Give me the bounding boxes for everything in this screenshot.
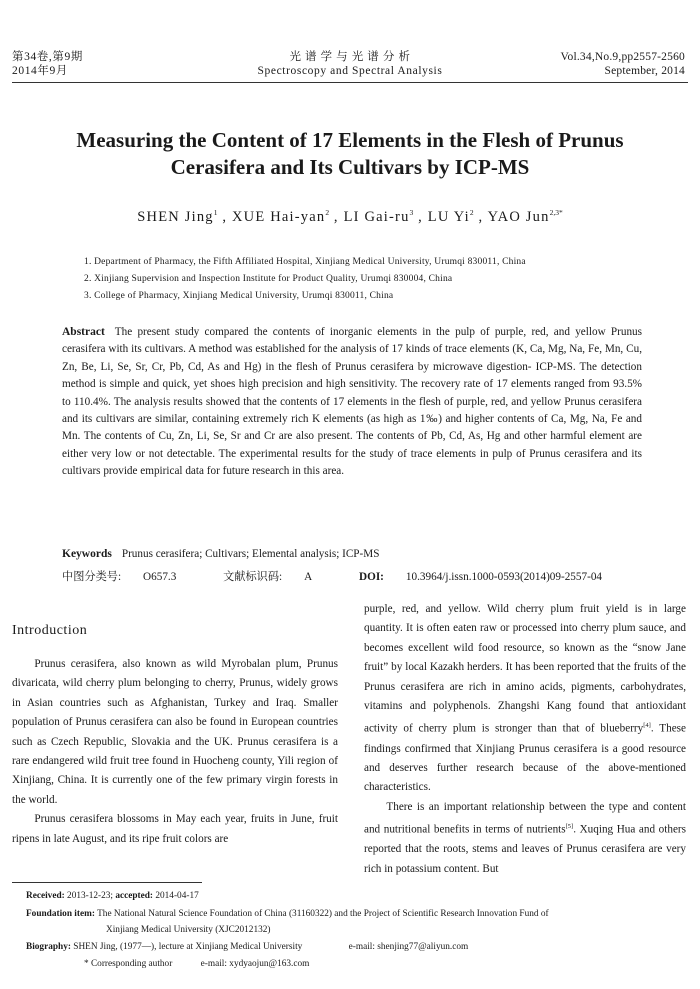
- footnote-corresponding: [84, 957, 700, 973]
- received-date: 2013-12-23;: [67, 891, 114, 901]
- author-affil-mark: 2: [469, 208, 474, 217]
- affiliation: 2. Xinjiang Supervision and Inspection Institute for Product Quality, Urumqi 830004, China: [84, 274, 453, 284]
- footnote-dates: [26, 889, 700, 905]
- biography-label: Biography:: [26, 942, 71, 952]
- keywords-text: Prunus cerasifera; Cultivars; Elemental analysis; ICP-MS: [121, 548, 380, 560]
- section-heading-introduction: Introduction: [12, 623, 88, 638]
- accepted-label: accepted:: [115, 891, 154, 901]
- journal-name-cn: 光 谱 学 与 光 谱 分 析: [289, 51, 411, 63]
- left-column: [12, 655, 338, 849]
- author-list: SHEN Jing$^1$ , XUE Hai-yan$^2$ , LI Gai-$ru^3$ , LU Yi$^2$ , YAO Jun$^{2,3*}$: [137, 208, 563, 225]
- biography-text: SHEN Jing, (1977—), lecture at Xinjiang Medical University: [73, 942, 303, 952]
- doi: [359, 571, 624, 583]
- corresponding-email[interactable]: e-mail: xydyaojun@163.com: [200, 959, 310, 969]
- keywords: [62, 548, 379, 560]
- author-name: LI Gai-ru: [343, 208, 410, 225]
- author-affil-mark: 2,3*: [549, 208, 563, 217]
- abstract-label: Abstract: [62, 326, 105, 338]
- affiliation: 1. Department of Pharmacy, the Fifth Affiliated Hospital, Xinjiang Medical University, Urumqi 830011, China: [84, 257, 526, 267]
- author-affil-mark: 3: [409, 208, 414, 217]
- paragraph: [364, 798, 686, 879]
- affiliation: 3. College of Pharmacy, Xinjiang Medical University, Urumqi 830011, China: [84, 291, 394, 301]
- received-label: Received:: [26, 891, 65, 901]
- clc-number: [62, 571, 198, 583]
- journal-pages-header: [560, 50, 685, 78]
- abstract: [62, 324, 642, 481]
- footnote-divider: [12, 882, 202, 883]
- author-name: XUE Hai-yan: [232, 208, 326, 225]
- classification-line: [62, 568, 646, 584]
- author-name: SHEN Jing: [137, 208, 214, 225]
- footnote-foundation: [26, 907, 688, 923]
- paper-title: Measuring the Content of 17 Elements in the Flesh of Prunus Cerasifera and Its Cultivars by ICP-MS: [76, 128, 624, 179]
- paragraph: Prunus cerasifera blossoms in May each year, fruits in June, fruit ripens in late August, and its ripe fruit colors are: [12, 813, 338, 845]
- doc-code-value: A: [304, 571, 313, 583]
- paragraph: Prunus cerasifera, also known as wild Myrobalan plum, Prunus divaricata, wild cherry plum belonging to cherry, Prunus, widely grows in Asian countries such as Afghanistan, Turkey and Iraq. Smaller population of Prunus cerasifera can also be found in European countries such as Czech Republic, Slovakia and the UK. Prunus cerasifera is a rare endangered wild fruit tree found in Huocheng county, Yili region of Xinjiang, China. It is currently one of the few primary virgin forests in the world.: [12, 658, 338, 806]
- paragraph-text: . These findings confirmed that Xinjiang Prunus cerasifera is a good resource and deserves further research because of the above-mentioned characteristics.: [364, 723, 686, 794]
- month-year: September, 2014: [604, 65, 685, 77]
- footnote-biography: [26, 940, 700, 956]
- issue-date: 2014年9月: [12, 65, 68, 77]
- vol-pages: Vol.34,No.9,pp2557-2560: [560, 51, 685, 63]
- author-name: LU Yi: [427, 208, 470, 225]
- foundation-text-cont: Xinjiang Medical University (XJC2012132): [106, 925, 271, 935]
- biography-email[interactable]: e-mail: shenjing77@aliyun.com: [348, 942, 469, 952]
- abstract-text: The present study compared the contents of inorganic elements in the pulp of purple, red, and yellow Prunus cerasifera with its cultivars. A method was established for the analysis of 17 kinds of trace elements (K, Ca, Mg, Na, Fe, Mn, Cu, Zn, Be, Li, Se, Sr, Cr, Pb, Cd, As and Hg) in the flesh of Prunus cerasifera by microwave digestion- ICP-MS. The detection method is simple and quick, yet shoes high precision and high sensitivity. The recovery rate of 17 elements ranged from 93.5% to 110.4%. The analysis results showed that the contents of 17 elements in the flesh of purple, red, and yellow Prunus cerasifera and its cultivars are similar, containing extremely rich K elements (as high as 1‰) and higher contents of Ca, Mg, Na, Fe and Mn. The contents of Cu, Zn, Li, Se, Sr and Cr are also present. The contents of Pb, Cd, As, Hg and other harmful element are either very low or not detectable. The experimental results for the study of trace elements in pulp of Prunus cerasifera and its cultivars provide empirical data for future research in this area.: [62, 326, 642, 478]
- author-affil-mark: 1: [213, 208, 218, 217]
- foundation-label: Foundation item:: [26, 909, 95, 919]
- paragraph-text: purple, red, and yellow. Wild cherry plum fruit yield is in large quantity. It is often eaten raw or processed into cherry plum sauce, and becomes excellent wild food resource, so known as the “snow Jane fruit” by local Kazakh herders. It has been reported that the fruits of the Prunus cerasifera are rich in amino acids, pigments, carbohydrates, vitamins and polyphenols. Zhangshi Kang found that antioxidant activity of cherry plum is stronger than that of blueberry: [364, 603, 686, 736]
- citation-ref[interactable]: [5]: [565, 823, 574, 831]
- author-affil-mark: 2: [325, 208, 330, 217]
- right-column: [364, 600, 686, 879]
- document-code: [223, 571, 334, 583]
- journal-name-en: Spectroscopy and Spectral Analysis: [257, 65, 443, 77]
- clc-label: 中图分类号:: [62, 571, 122, 583]
- footnote-foundation-cont: [26, 923, 700, 939]
- header-divider: [12, 82, 688, 83]
- clc-value: O657.3: [143, 571, 177, 583]
- doi-value: 10.3964/j.issn.1000-0593(2014)09-2557-04: [405, 571, 603, 583]
- citation-ref[interactable]: [4]: [643, 722, 651, 730]
- keywords-label: Keywords: [62, 548, 112, 560]
- doc-code-label: 文献标识码:: [223, 571, 283, 583]
- accepted-date: 2014-04-17: [155, 891, 199, 901]
- author-name: YAO Jun: [487, 208, 550, 225]
- paragraph-text: . Xuqing Hua and others reported that the roots, stems and leaves of Prunus cerasifera are very rich in potassium content. But: [364, 823, 686, 875]
- corresponding-text: * Corresponding author: [84, 959, 173, 969]
- paragraph-text: There is an important relationship between the type and content and nutritional benefits in terms of nutrients: [364, 800, 686, 836]
- foundation-text: The National Natural Science Foundation of China (31160322) and the Project of Scientific Research Innovation Fund of: [97, 909, 549, 919]
- paragraph: [364, 600, 686, 798]
- volume-issue: 第34卷,第9期: [12, 51, 83, 63]
- doi-label: DOI:: [359, 571, 384, 583]
